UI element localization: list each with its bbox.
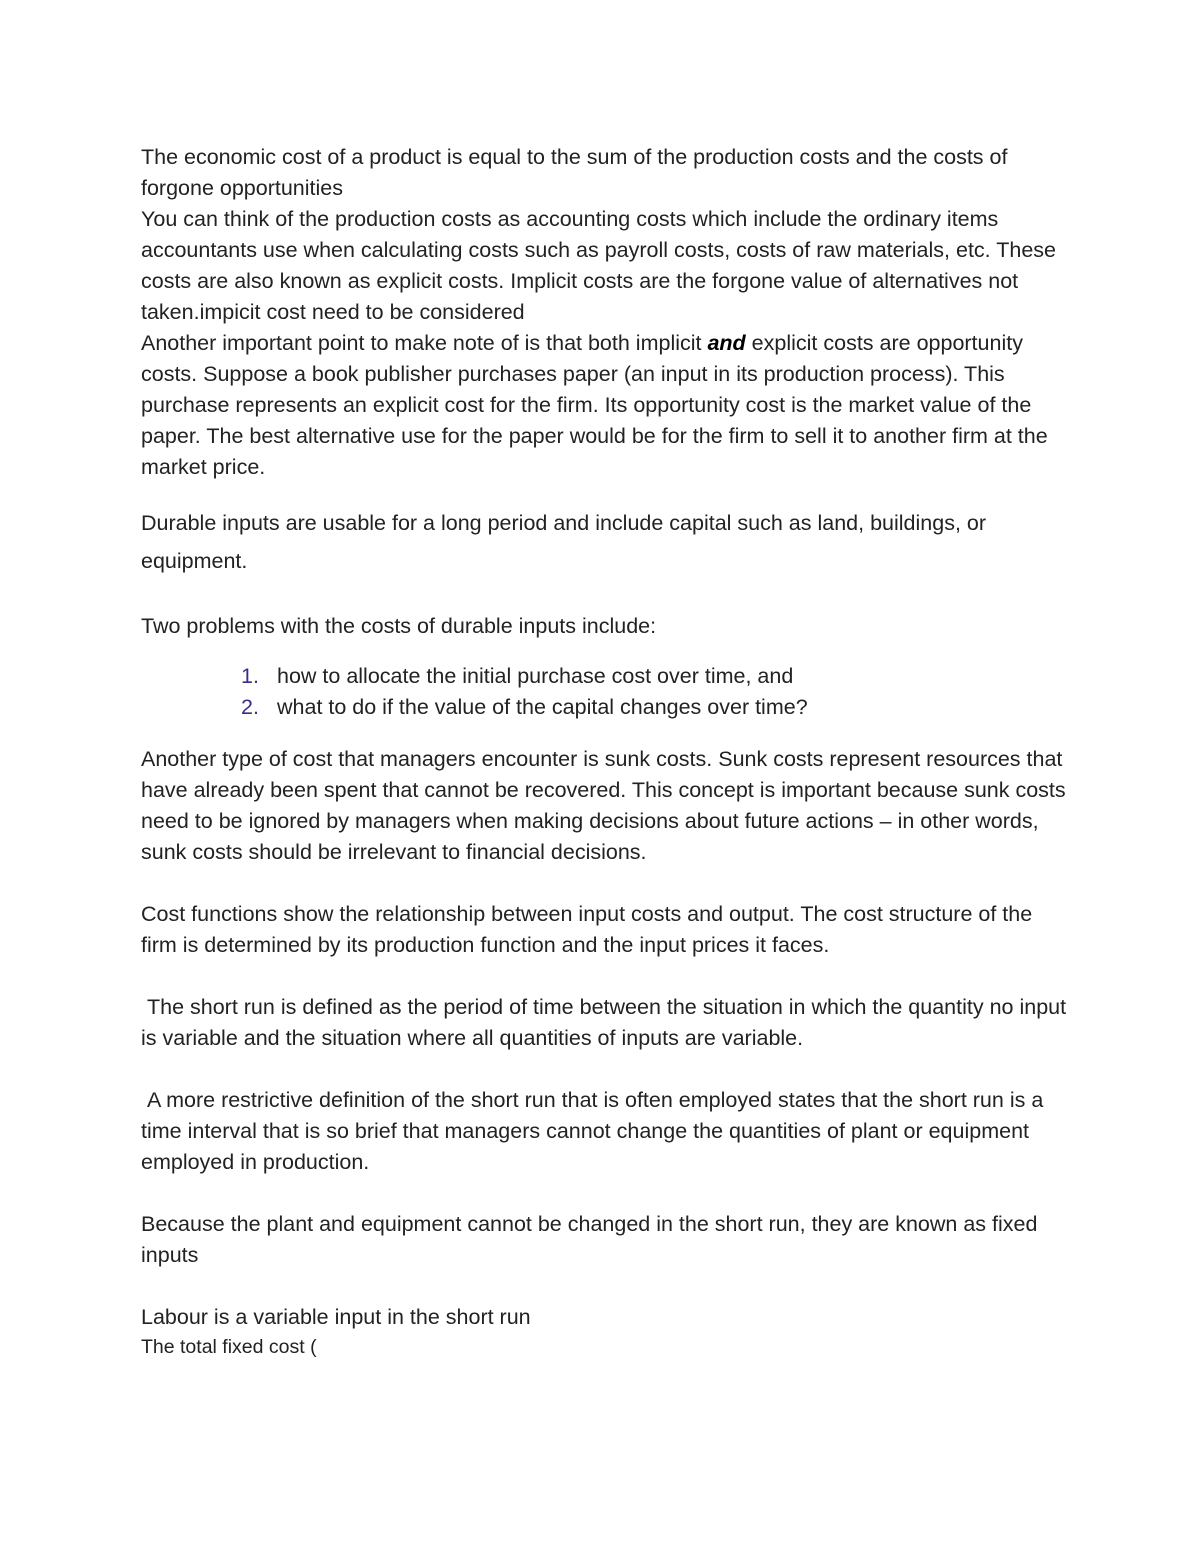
- list-item: [141, 661, 1071, 692]
- paragraph-short-run-definition: The short run is defined as the period of time between the situation in which the quantity no input is variable and the situation where all quantities of inputs are variable.: [141, 995, 1073, 1050]
- paragraph-cost-functions: Cost functions show the relationship between input costs and output. The cost structure of the firm is determined by its production function and the input prices it faces.: [141, 902, 1033, 957]
- paragraph-opportunity-costs: [141, 328, 1071, 483]
- paragraph-opportunity-costs-end: explicit costs are opportunity costs. Suppose a book publisher purchases paper (an input in its production process). This purchase represents an explicit cost for the firm. Its opportunity cost is the market value of the paper. The best alternative use for the paper would be for the firm to sell it to another firm at the market price.: [141, 331, 1048, 479]
- list-item-text: what to do if the value of the capital changes over time?: [277, 695, 808, 719]
- document-body: [141, 142, 1071, 1361]
- list-item: [141, 692, 1071, 723]
- paragraph-total-fixed-cost: The total fixed cost (: [141, 1336, 317, 1358]
- paragraph-opportunity-costs-start: Another important point to make note of is that both implicit: [141, 331, 708, 355]
- list-item-number: 2.: [241, 695, 259, 719]
- paragraph-two-problems: Two problems with the costs of durable inputs include:: [141, 614, 657, 638]
- paragraph-durable-inputs: Durable inputs are usable for a long period and include capital such as land, buildings, or equipment.: [141, 511, 987, 573]
- paragraph-fixed-inputs: Because the plant and equipment cannot be changed in the short run, they are known as fixed inputs: [141, 1212, 1038, 1267]
- problems-list: [141, 661, 1071, 723]
- paragraph-production-costs: You can think of the production costs as accounting costs which include the ordinary items accountants use when calculating costs such as payroll costs, costs of raw materials, etc. These costs are also known as explicit costs. Implicit costs are the forgone value of alternatives not taken.impicit cost need to be considered: [141, 207, 1056, 324]
- emphasis-and: and: [707, 331, 746, 355]
- list-item-number: 1.: [241, 664, 259, 688]
- paragraph-labour: Labour is a variable input in the short run: [141, 1305, 531, 1329]
- paragraph-restrictive-definition: A more restrictive definition of the short run that is often employed states that the short run is a time interval that is so brief that managers cannot change the quantities of plant or equipment employed in production.: [141, 1088, 1050, 1174]
- list-item-text: how to allocate the initial purchase cost over time, and: [277, 664, 794, 688]
- paragraph-sunk-costs: Another type of cost that managers encounter is sunk costs. Sunk costs represent resources that have already been spent that cannot be recovered. This concept is important because sunk costs need to be ignored by managers when making decisions about future actions – in other words, sunk costs should be irrelevant to financial decisions.: [141, 747, 1066, 864]
- paragraph-economic-cost: The economic cost of a product is equal to the sum of the production costs and the costs of forgone opportunities: [141, 145, 1008, 200]
